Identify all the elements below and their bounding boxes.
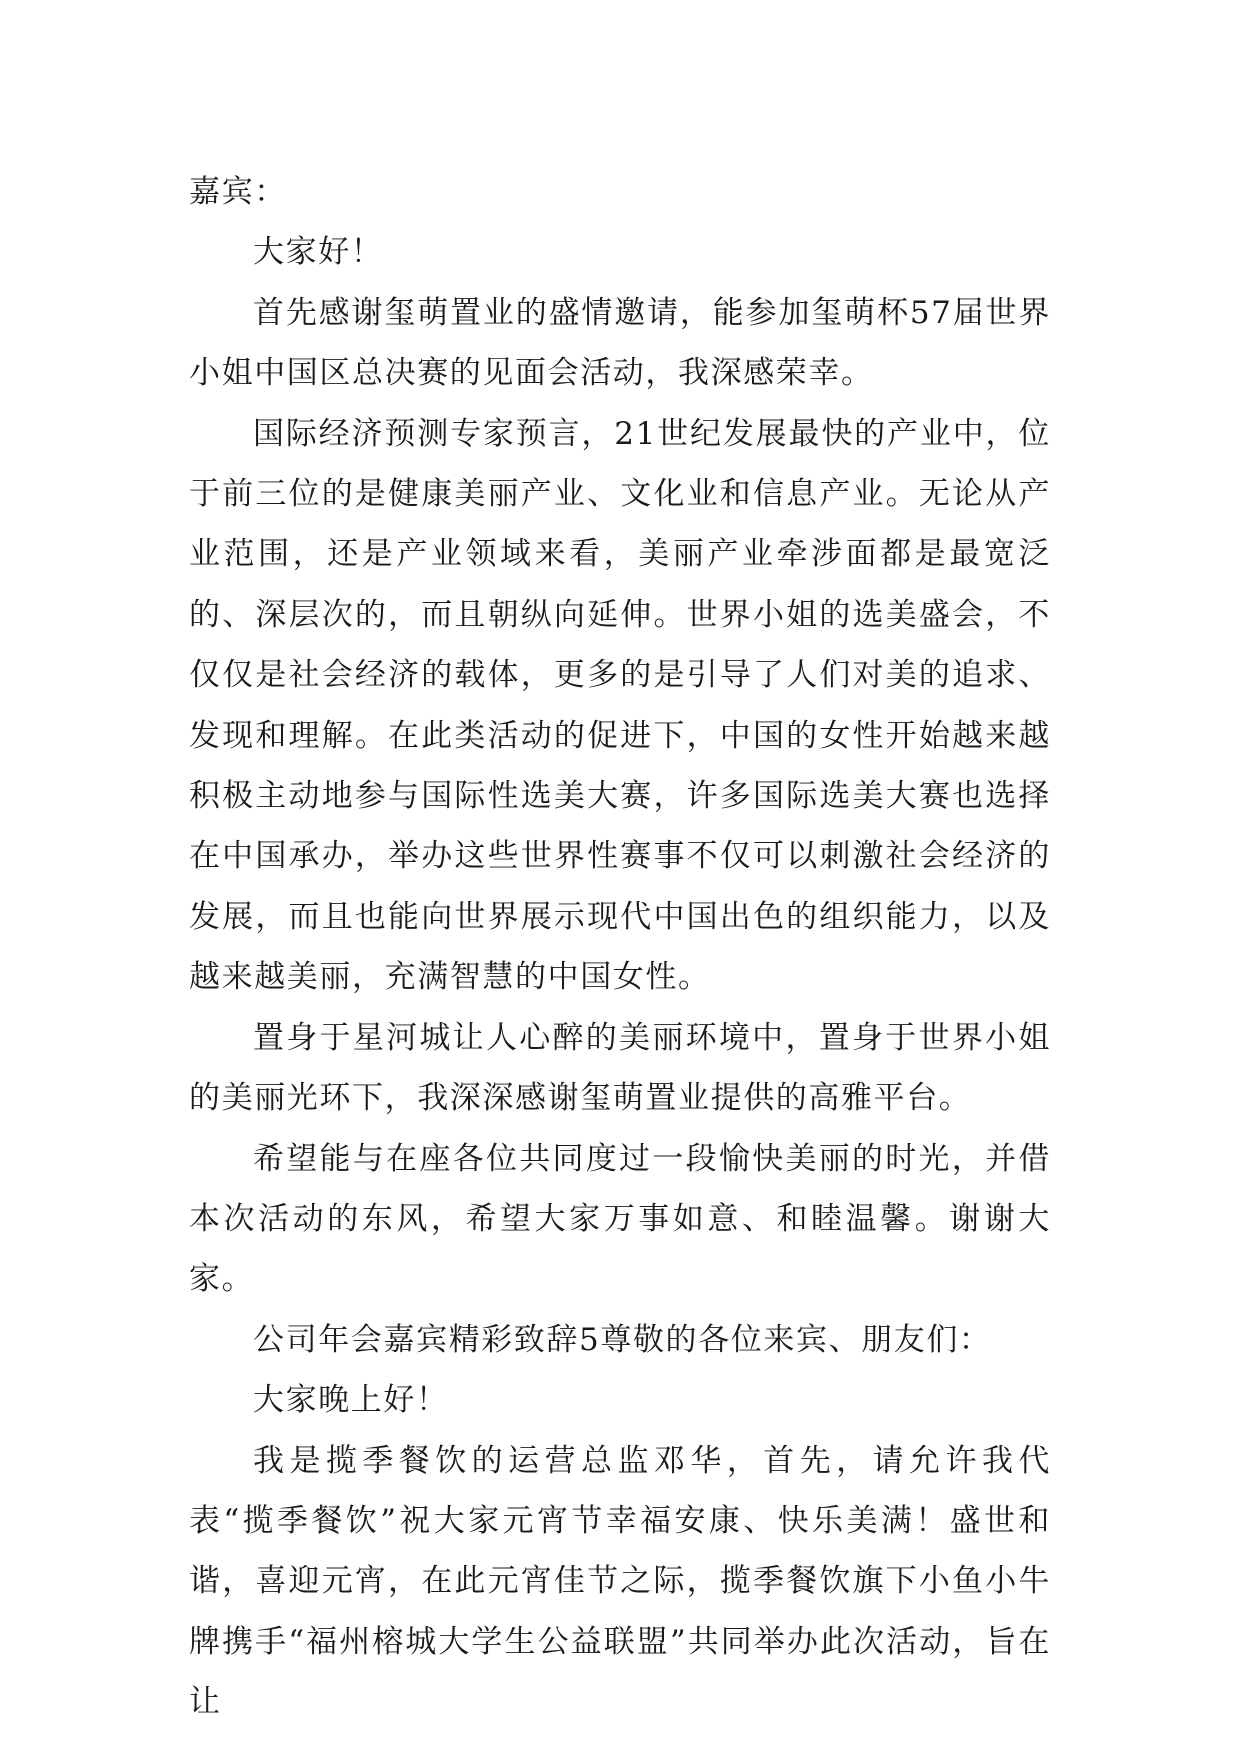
greeting-evening: 大家晚上好！: [253, 1382, 449, 1419]
paragraph-beauty-industry: 国际经济预测专家预言，21世纪发展最快的产业中，位于前三位的是健康美丽产业、文化业和信息产业。无论从产业范围，还是产业领域来看，美丽产业牵涉面都是最宽泛的、深层次的，而且朝纵向延伸。世界小姐的选美盛会，不仅仅是社会经济的载体，更多的是引导了人们对美的追求、发现和理解。在此类活动的促进下，中国的女性开始越来越积极主动地参与国际性选美大赛，许多国际选美大赛也选择在中国承办，举办这些世界性赛事不仅可以刺激社会经济的发展，而且也能向世界展示现代中国出色的组织能力，以及越来越美丽，充满智慧的中国女性。: [189, 415, 1051, 996]
paragraph-wishes: 希望能与在座各位共同度过一段愉快美丽的时光，并借本次活动的东风，希望大家万事如意、和睦温馨。谢谢大家。: [189, 1140, 1051, 1298]
document-body: [189, 162, 1051, 1733]
paragraph-gratitude: 置身于星河城让人心醉的美丽环境中，置身于世界小姐的美丽光环下，我深深感谢玺萌置业提供的高雅平台。: [189, 1019, 1051, 1117]
paragraph-thanks: 首先感谢玺萌置业的盛情邀请，能参加玺萌杯57届世界小姐中国区总决赛的见面会活动，我深感荣幸。: [189, 294, 1051, 392]
greeting: 大家好！: [253, 234, 384, 271]
paragraph-introduction: 我是揽季餐饮的运营总监邓华，首先，请允许我代表“揽季餐饮”祝大家元宵节幸福安康、快乐美满！盛世和谐，喜迎元宵，在此元宵佳节之际，揽季餐饮旗下小鱼小牛牌携手“福州榕城大学生公益联盟”共同举办此次活动，旨在让: [189, 1442, 1051, 1721]
paragraph-second-speech-heading: 公司年会嘉宾精彩致辞5尊敬的各位来宾、朋友们：: [253, 1321, 992, 1358]
salutation: 嘉宾：: [189, 174, 287, 210]
